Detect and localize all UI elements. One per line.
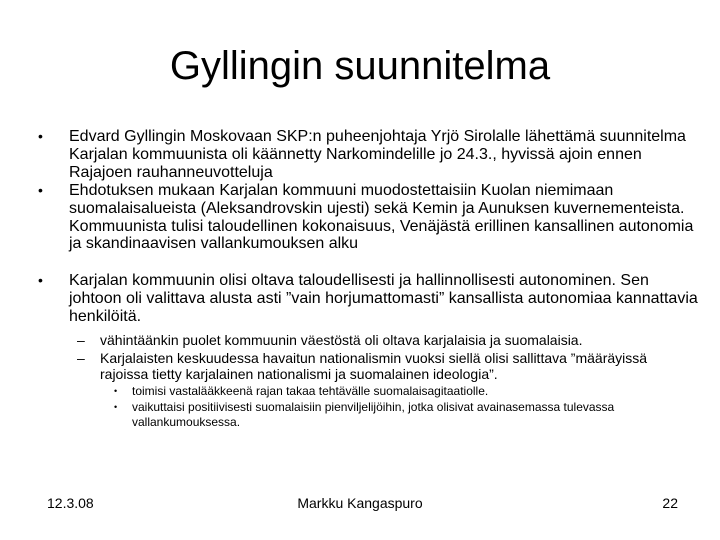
bullet-1-text: Edvard Gyllingin Moskovaan SKP:n puheenjohtaja Yrjö Sirolalle lähettämä suunnitelma Karjalan kommuunista oli käännetty Narkomindelille jo 24.3., hyvissä ajoin ennen Rajajoen rauhanneuvotteluja	[69, 128, 686, 181]
bullet-2-text: Ehdotuksen mukaan Karjalan kommuuni muodostettaisiin Kuolan niemimaan suomalaisalueista (Aleksandrovskin ujesti) sekä Kemin ja Aunuksen kuvernementeista. Kommuunista tulisi taloudellinen kokonaisuus, Venäjästä erillinen kansallinen autonomia ja skandinaavisen vallankumouksen alku	[69, 182, 694, 253]
footer-page-number: 22	[662, 495, 678, 511]
sub-bullet-2-marker: –	[77, 350, 85, 366]
bullet-2-marker: •	[38, 182, 43, 198]
sub-sub-bullet-1-marker: •	[114, 386, 118, 396]
sub-sub-bullet-1-text: toimisi vastalääkkeenä rajan takaa tehtävälle suomalaisagitaatiolle.	[132, 384, 489, 398]
sub-sub-bullet-2-marker: •	[114, 402, 118, 412]
slide-title: Gyllingin suunnitelma	[169, 44, 551, 88]
sub-bullet-1-marker: –	[77, 332, 85, 348]
sub-bullet-1-text: vähintäänkin puolet kommuunin väestöstä oli oltava karjalaisia ja suomalaisia.	[100, 332, 583, 348]
sub-sub-bullet-2-text: vaikuttaisi positiivisesti suomalaisiin pienviljelijöihin, jotka olisivat avainasemassa tulevassa vallankumouksessa.	[132, 400, 615, 429]
footer-date: 12.3.08	[47, 495, 94, 511]
footer-author: Markku Kangaspuro	[297, 495, 423, 511]
bullet-3-text: Karjalan kommuunin olisi oltava taloudellisesti ja hallinnollisesti autonominen. Sen johtoon oli valittava alusta asti ”vain horjumattomasti” kansallista autonomiaa kannattavia henkilöitä.	[69, 272, 698, 325]
bullet-1-marker: •	[38, 128, 43, 144]
bullet-3-marker: •	[38, 272, 43, 288]
sub-bullet-2-text: Karjalaisten keskuudessa havaitun nationalismin vuoksi siellä olisi sallittava ”määräyissä rajoissa tietty karjalainen nationalismi ja suomalainen ideologia”.	[100, 350, 648, 382]
